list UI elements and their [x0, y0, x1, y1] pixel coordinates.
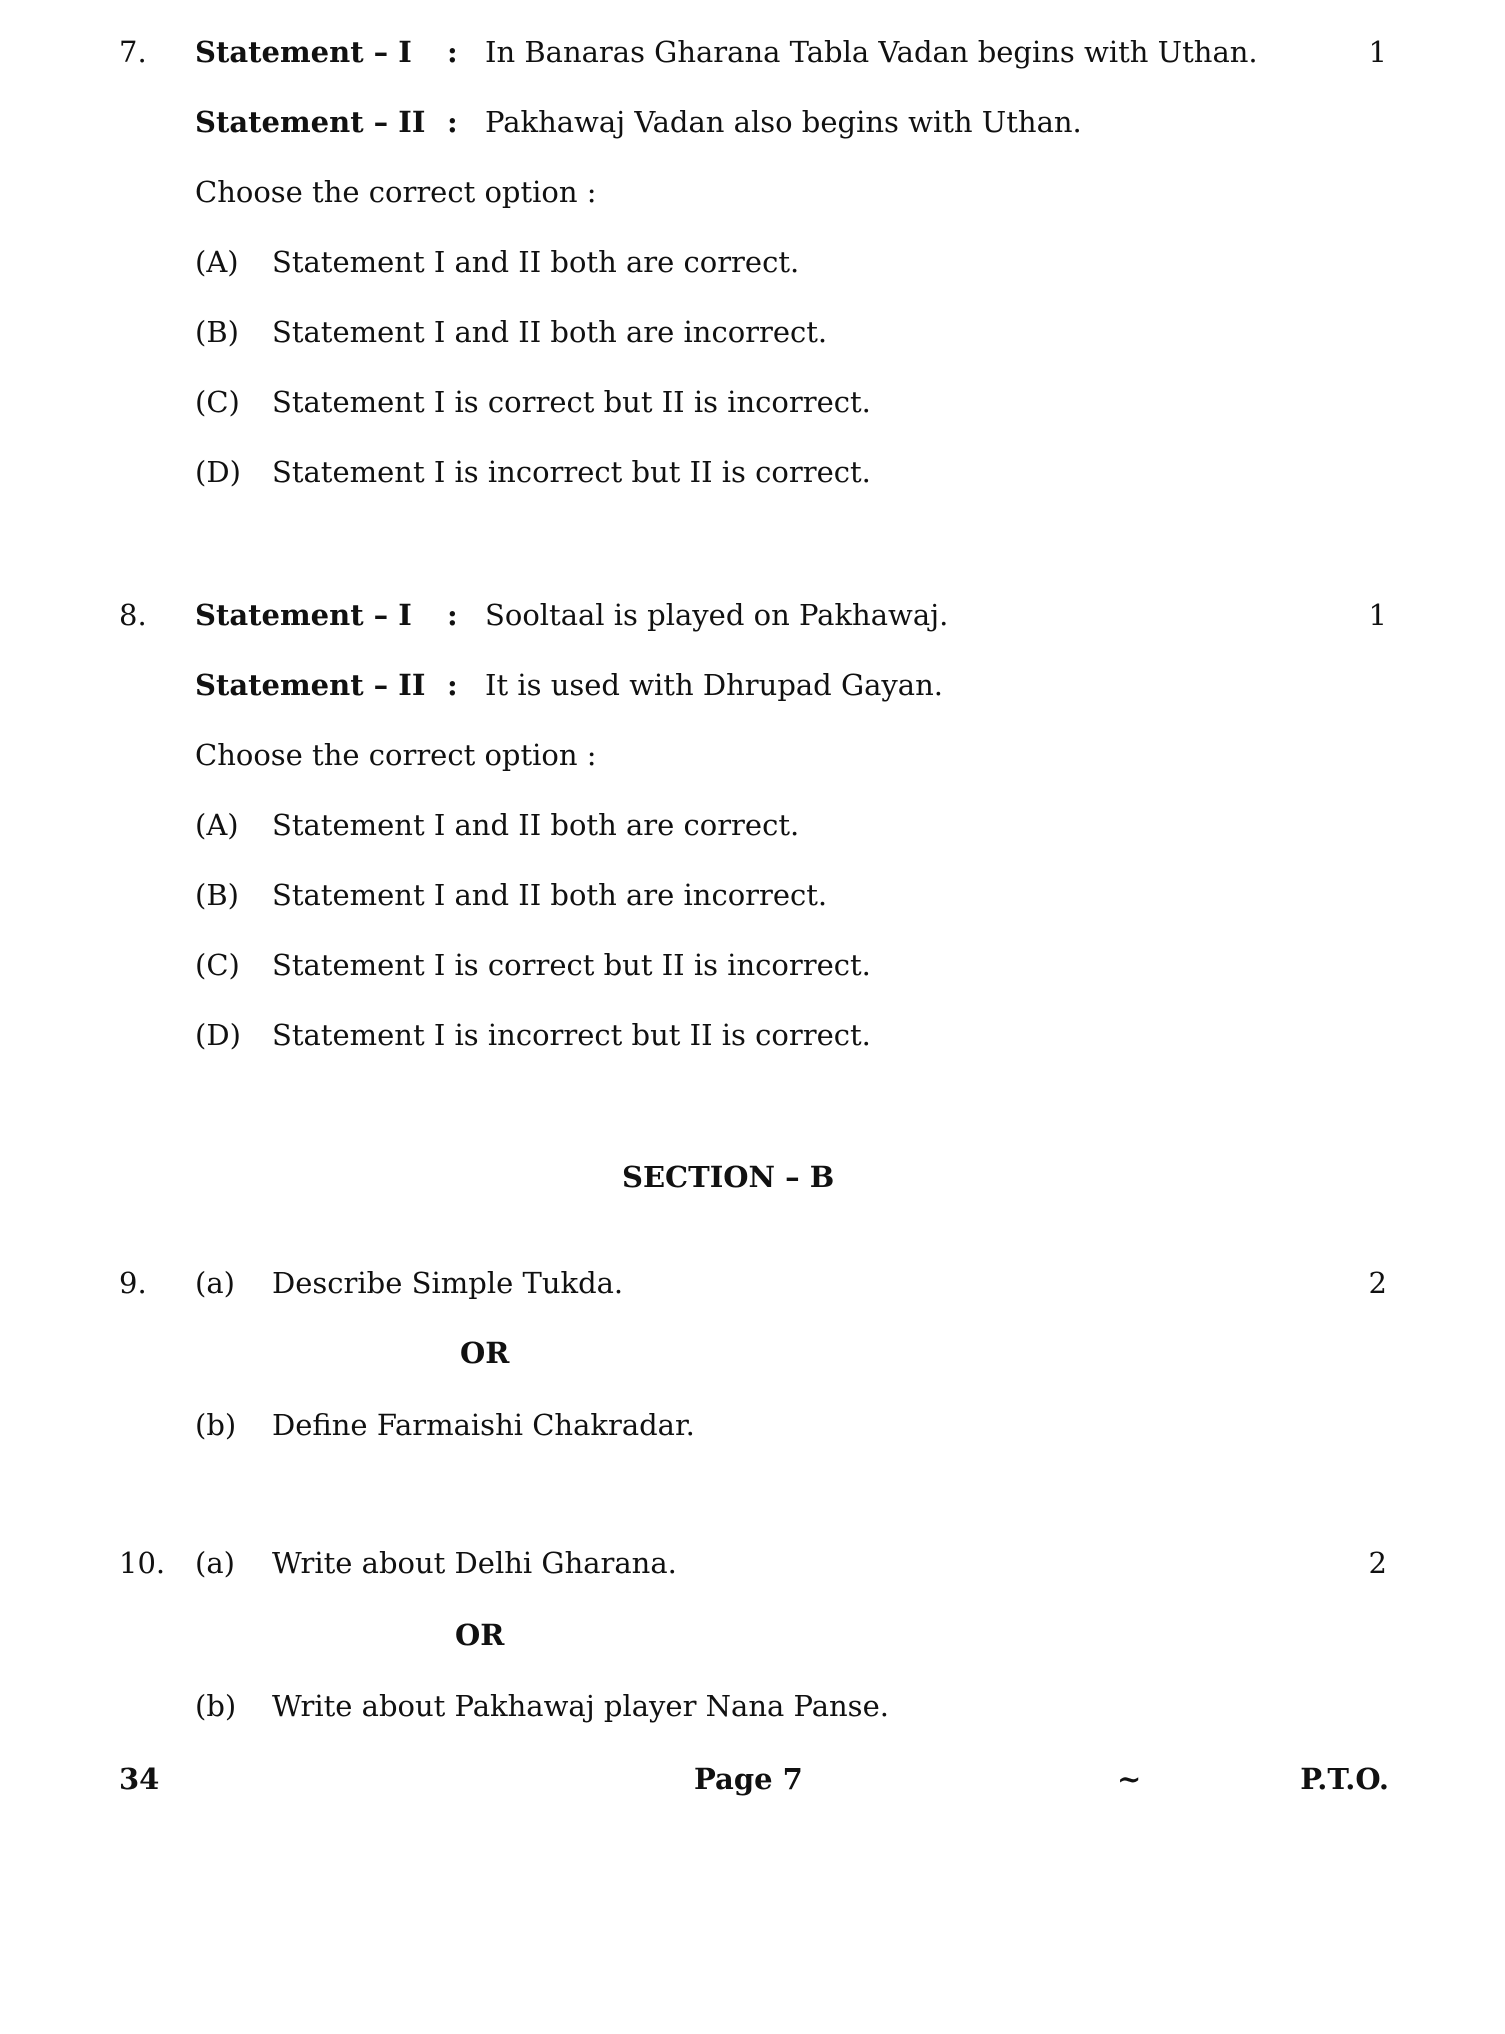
part-letter: (b) — [195, 1689, 237, 1723]
colon: : — [447, 668, 458, 702]
marks: 1 — [1368, 598, 1387, 632]
part-text: Define Farmaishi Chakradar. — [272, 1408, 695, 1442]
colon: : — [447, 105, 458, 139]
or-label: OR — [455, 1618, 505, 1652]
option-letter: (C) — [195, 948, 240, 982]
question-number: 9. — [119, 1266, 147, 1300]
option-letter: (D) — [195, 1018, 241, 1052]
part-text: Write about Pakhawaj player Nana Panse. — [272, 1689, 889, 1723]
marks: 2 — [1368, 1546, 1387, 1580]
part-text: Describe Simple Tukda. — [272, 1266, 624, 1300]
option-letter: (D) — [195, 455, 241, 489]
statement-1-label: Statement – I — [195, 598, 412, 632]
prompt: Choose the correct option : — [195, 738, 597, 772]
option-letter: (C) — [195, 385, 240, 419]
question-number: 8. — [119, 598, 147, 632]
statement-1-text: Sooltaal is played on Pakhawaj. — [485, 598, 949, 632]
option-text: Statement I and II both are correct. — [272, 245, 800, 279]
option-text: Statement I is incorrect but II is correct. — [272, 1018, 871, 1052]
option-text: Statement I is incorrect but II is correct. — [272, 455, 871, 489]
part-letter: (a) — [195, 1266, 235, 1300]
colon: : — [447, 598, 458, 632]
statement-1-label: Statement – I — [195, 35, 412, 69]
part-letter: (b) — [195, 1408, 237, 1442]
marks: 1 — [1368, 35, 1387, 69]
marks: 2 — [1368, 1266, 1387, 1300]
option-text: Statement I and II both are incorrect. — [272, 315, 828, 349]
question-number: 7. — [119, 35, 147, 69]
part-text: Write about Delhi Gharana. — [272, 1546, 677, 1580]
option-text: Statement I is correct but II is incorrect. — [272, 948, 871, 982]
question-number: 10. — [119, 1546, 166, 1580]
statement-1-text: In Banaras Gharana Tabla Vadan begins with Uthan. — [485, 35, 1258, 69]
option-letter: (B) — [195, 878, 239, 912]
statement-2-text: It is used with Dhrupad Gayan. — [485, 668, 943, 702]
part-letter: (a) — [195, 1546, 235, 1580]
option-letter: (A) — [195, 245, 239, 279]
prompt: Choose the correct option : — [195, 175, 597, 209]
statement-2-label: Statement – II — [195, 105, 426, 139]
statement-2-label: Statement – II — [195, 668, 426, 702]
or-label: OR — [460, 1336, 510, 1370]
statement-2-text: Pakhawaj Vadan also begins with Uthan. — [485, 105, 1082, 139]
option-text: Statement I and II both are incorrect. — [272, 878, 828, 912]
pto-label: P.T.O. — [1300, 1762, 1389, 1796]
colon: : — [447, 35, 458, 69]
paper-code: 34 — [119, 1762, 160, 1796]
section-title: SECTION – B — [622, 1160, 835, 1194]
option-letter: (B) — [195, 315, 239, 349]
tilde-mark: ~ — [1117, 1762, 1142, 1796]
page-number: Page 7 — [694, 1762, 803, 1796]
option-text: Statement I and II both are correct. — [272, 808, 800, 842]
option-text: Statement I is correct but II is incorrect. — [272, 385, 871, 419]
option-letter: (A) — [195, 808, 239, 842]
